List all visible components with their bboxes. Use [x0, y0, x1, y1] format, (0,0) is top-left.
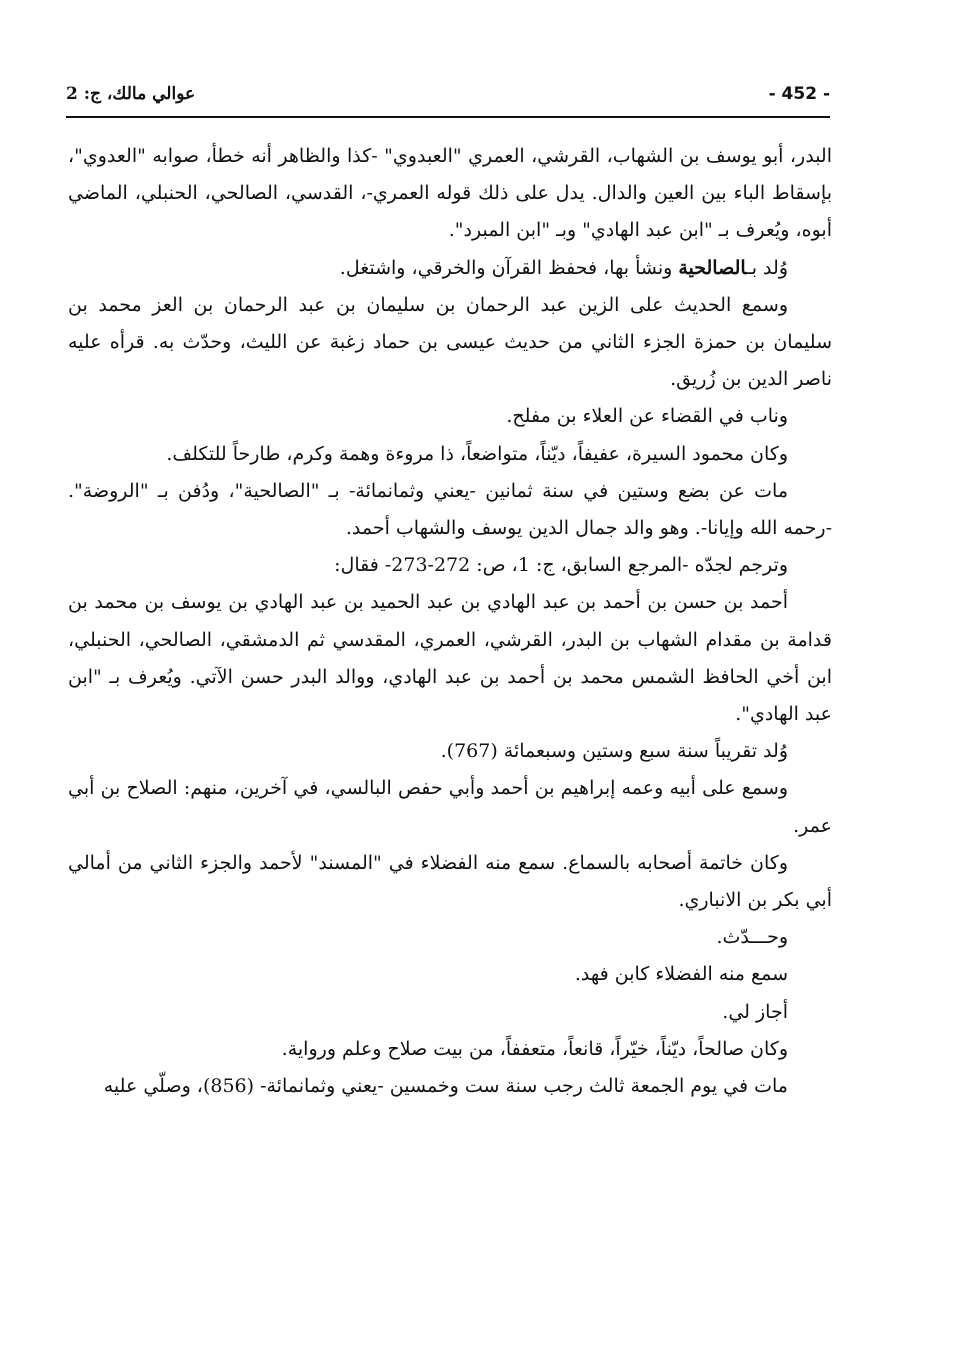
- paragraph-8: أحمد بن حسن بن أحمد بن عبد الهادي بن عبد الحميد بن عبد الهادي بن يوسف بن محمد بن قدامة بن مقدام الشهاب بن البدر، القرشي، العمري، المقدسي ثم الدمشقي، الصالحي، الحنبلي، ابن أخي الحافظ الشمس محمد بن أحمد بن عبد الهادي، ووالد البدر حسن الآتي. ويُعرف بـ "ابن عبد الهادي".: [68, 591, 832, 726]
- paragraph-12: وحـــدّث.: [716, 926, 788, 949]
- paragraph-11: وكان خاتمة أصحابه بالسماع. سمع منه الفضلاء في "المسند" لأحمد والجزء الثاني من أمالي أبي بكر بن الانباري.: [68, 851, 832, 912]
- paragraph-13: سمع منه الفضلاء كابن فهد.: [574, 963, 788, 986]
- paragraph-5: وكان محمود السيرة، عفيفاً، ديّناً، متواضعاً، ذا مروءة وهمة وكرم، طارحاً للتكلف.: [166, 442, 788, 465]
- paragraph-15: وكان صالحاً، ديّناً، خيّراً، قانعاً، متعففاً، من بيت صلاح وعلم ورواية.: [281, 1037, 788, 1060]
- paragraph-7: وترجم لجدّه -المرجع السابق، ج: 1، ص: 272-273- فقال:: [334, 554, 788, 577]
- paragraph-2-pre: وُلد بـ: [746, 256, 788, 279]
- paragraph-2-bold: الصالحية: [678, 256, 747, 279]
- paragraph-9: وُلد تقريباً سنة سبع وستين وسبعمائة (767).: [440, 740, 788, 763]
- paragraph-10: وسمع على أبيه وعمه إبراهيم بن أحمد وأبي حفص البالسي، في آخرين، منهم: الصلاح بن أبي عمر.: [68, 777, 832, 837]
- body-text: [68, 138, 832, 1105]
- page-number: - 452 -: [768, 84, 830, 104]
- paragraph-2: [68, 250, 832, 287]
- paragraph-3: وسمع الحديث على الزين عبد الرحمان بن سليمان بن عبد الرحمان بن العز محمد بن سليمان بن حمزة الجزء الثاني من حديث عيسى بن حماد زغبة عن الليث، وحدّث به. قرأه عليه ناصر الدين بن زُريق.: [68, 293, 832, 391]
- paragraph-4: وناب في القضاء عن العلاء بن مفلح.: [506, 405, 788, 428]
- paragraph-6: مات عن بضع وستين في سنة ثمانين -يعني وثمانمائة- بـ "الصالحية"، ودُفن بـ "الروضة". -رحمه الله وإيانا-. وهو والد جمال الدين يوسف والشهاب أحمد.: [68, 479, 832, 540]
- paragraph-16: مات في يوم الجمعة ثالث رجب سنة ست وخمسين -يعني وثمانمائة- (856)، وصلّي عليه: [103, 1075, 788, 1098]
- paragraph-2-post: ونشأ بها، فحفظ القرآن والخرقي، واشتغل.: [339, 256, 679, 279]
- paragraph-14: أجاز لي.: [722, 1000, 788, 1023]
- paragraph-1: البدر، أبو يوسف بن الشهاب، القرشي، العمري "العبدوي" -كذا والظاهر أنه خطأ، صوابه "العدوي"، بإسقاط الباء بين العين والدال. يدل على ذلك قوله العمري-، القدسي، الصالحي، الحنبلي، الماضي أبوه، ويُعرف بـ "ابن عبد الهادي" وبـ "ابن المبرد".: [68, 145, 832, 242]
- running-title: عوالي مالك، ج: 2: [66, 84, 196, 104]
- page-header: [66, 80, 830, 118]
